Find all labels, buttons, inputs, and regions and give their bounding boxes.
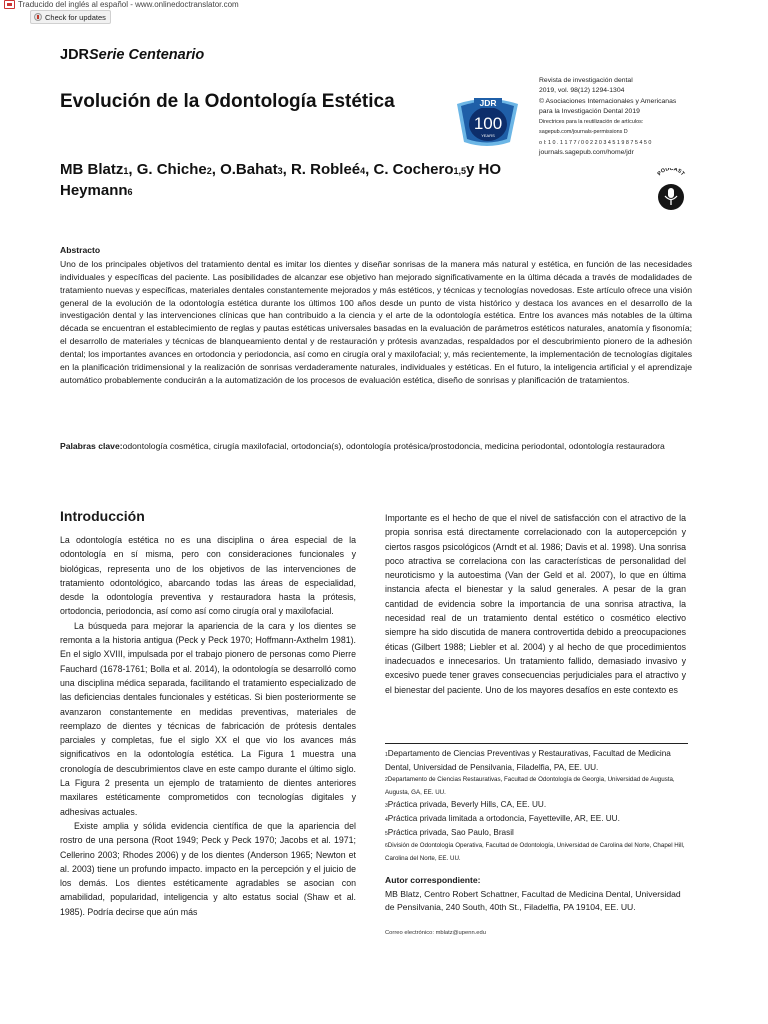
affiliation-item xyxy=(385,799,688,813)
corresponding-heading: Autor correspondiente: xyxy=(385,875,481,885)
translator-bar xyxy=(0,0,768,22)
affiliation-item xyxy=(385,748,688,774)
affiliation-item xyxy=(385,840,688,865)
author-affiliation-number: 4 xyxy=(360,166,366,176)
keywords xyxy=(60,440,692,453)
author-name: O.Bahat xyxy=(220,161,278,178)
author-affiliation-number: 3 xyxy=(277,166,283,176)
author-name: MB Blatz xyxy=(60,161,124,178)
article-title: Evolución de la Odontología Estética xyxy=(60,91,395,112)
journal-series-header xyxy=(60,47,204,63)
affiliation-item xyxy=(385,774,688,799)
affiliation-number: 5 xyxy=(385,830,388,837)
intro-paragraph-2: La búsqueda para mejorar la apariencia de la cara y los dientes se remonta a la historia antigua (Peck y Peck 1970; Hoffmann-Axthelm 1981). En el siglo XVIII, impulsada por el trabajo pionero de personas como Pierre Fauchard (1678-1761; Bolla et al. 2014), la odontología se desarrolló como una disciplina médica separada, facilitando el tratamiento especializado de las deficiencias dentales funcionales y estéticas. Si bien posteriormente se avanzaron constantemente en medidas preventivas, materiales de reemplazo de dientes y técnicas de fabricación de prótesis dentales parciales y completas, fue el siglo XX el que vio los avances más significativos en la odontología estética. La Figura 1 muestra una cronología de descubrimientos clave en este campo durante el último siglo. La Figura 2 presenta un ejemplo de tratamiento de dientes anteriores maxilares estéticamente comprometidos con tecnologías digitales y adhesivas actuales. xyxy=(60,620,356,817)
abstract-heading: Abstracto xyxy=(60,245,101,255)
meta-doi[interactable]: ο I: 1 0 . 1 1 7 7 / 0 0 2 2 0 3 4 5 1 9 8 7 5 4 5 0 xyxy=(539,139,652,146)
affiliation-number: 1 xyxy=(385,752,388,758)
meta-volume: 2019, vol. 98(12) 1294-1304 xyxy=(539,87,625,95)
intro-paragraph-3: Existe amplia y sólida evidencia científica de que la apariencia del rostro de una persona (Root 1949; Peck y Peck 1970; Jacobs et al. 1971; Cellerino 2003; Rhodes 2006) y de los dientes (Anderson 1965; Newton et al. 2003) tiene un profundo impacto. impacto en la percepción y el juicio de los demás. Los dientes estéticamente agradables se asocian con amabilidad, popularidad, inteligencia y alto estatus social (Shaw et al. 1985). Podría decirse que aún más xyxy=(60,820,356,917)
affiliation-number: 3 xyxy=(385,803,388,810)
corresponding-text: MB Blatz, Centro Robert Schattner, Facultad de Medicina Dental, Universidad de Pensilvania, 240 South, 40th St., Filadelfia, PA 19104, EE. UU. xyxy=(385,889,681,912)
affiliation-text: Práctica privada, Sao Paulo, Brasil xyxy=(387,827,514,837)
keywords-label: Palabras clave: xyxy=(60,441,123,451)
author-name: R. Robleé xyxy=(290,161,361,178)
affiliation-text: Departamento de Ciencias Preventivas y Restaurativas, Facultad de Medicina Dental, Universidad de Pensilvania, Filadelfia, PA, EE. UU. xyxy=(385,749,671,772)
right-column xyxy=(385,511,686,697)
svg-text:PODCAST: PODCAST xyxy=(656,168,686,178)
translator-notice-text[interactable]: Traducido del inglés al español - www.onlinedoctranslator.com xyxy=(18,0,239,9)
journal-metadata xyxy=(539,76,709,158)
meta-reuse-2[interactable]: sagepub.com/journals-permissions D xyxy=(539,129,628,136)
series-name: Serie Centenario xyxy=(89,47,205,63)
author-affiliation-number: 2 xyxy=(206,166,212,176)
author-name: HO Heymann xyxy=(60,161,502,199)
abstract-text: Uno de los principales objetivos del tratamiento dental es imitar los dientes y diseñar sonrisas de la manera más natural y estética, en función de las necesidades individuales y específicas del paciente. Las posibilidades de alcanzar ese objetivo han mejorado significativamente en la última década a través de modalidades de tratamiento nuevas y específicas, materiales dentales constantemente mejorados y más estéticos, y técnicas y tecnologías novedosas. Este artículo ofrece una visión general de la evolución de la odontología estética durante los últimos 100 años desde un punto de vista histórico y destaca los avances en el desarrollo de la investigación dental y las intervenciones clínicas que han contribuido a la ciencia y el arte de la odontología estética. Entre los avances más notables de la última década se encuentran el establecimiento de reglas y pautas estéticas universales basadas en la evaluación de parámetros estéticos naturales, anatomía y fisonomía; el desarrollo de materiales y técnicas de blanqueamiento dental y de restauración y prótesis avanzadas, respaldados por el descubrimiento pionero de la adhesión dental; los importantes avances en ortodoncia y periodoncia, así como en cirugía oral y maxilofacial; y, más recientemente, la implementación de tecnologías digitales en la planificación tridimensional y la realización de sonrisas verdaderamente naturales, individuales y estéticas. En el futuro, la inteligencia artificial y el aprendizaje automático probablemente conducirán a la automatización de los procesos de evaluación estética, diseño de sonrisas y planificación de tratamientos. xyxy=(60,259,692,385)
intro-heading: Introducción xyxy=(60,508,145,524)
check-for-updates-label[interactable]: Check for updates xyxy=(45,12,106,22)
svg-text:YEARS: YEARS xyxy=(481,133,495,138)
svg-text:100: 100 xyxy=(473,114,503,133)
journal-short: JDR xyxy=(60,47,90,63)
podcast-badge[interactable] xyxy=(654,168,688,212)
author-name: G. Chiche xyxy=(136,161,207,178)
affiliation-text: Departamento de Ciencias Restaurativas, Facultad de Odontología de Georgia, Universidad de Augusta, Augusta, GA, EE. UU. xyxy=(385,776,675,796)
left-column xyxy=(60,533,356,919)
author-affiliation-number: 1,5 xyxy=(453,166,467,176)
meta-journal: Revista de investigación dental xyxy=(539,77,633,84)
translator-icon xyxy=(4,0,15,9)
affiliation-item xyxy=(385,813,688,827)
footnote-divider xyxy=(385,743,688,744)
affiliation-number: 6 xyxy=(385,843,388,850)
author-affiliation-number: 6 xyxy=(127,187,133,197)
meta-copyright-2: para la Investigación Dental 2019 xyxy=(539,107,640,115)
meta-reuse-1: Directrices para la reutilización de artículos: xyxy=(539,119,644,126)
check-for-updates-button[interactable] xyxy=(30,10,111,24)
affiliation-text: División de Odontología Operativa, Facultad de Odontología, Universidad de Carolina del Norte, Chapel Hill, Carolina del Norte, EE. UU. xyxy=(385,842,685,862)
affiliations xyxy=(385,748,688,865)
keywords-text: odontología cosmética, cirugía maxilofacial, ortodoncia(s), odontología protésica/prostodoncia, medicina periodontal, odontología restauradora xyxy=(122,441,665,451)
affiliation-text: Práctica privada limitada a ortodoncia, Fayetteville, AR, EE. UU. xyxy=(387,813,620,823)
meta-url[interactable]: journals.sagepub.com/home/jdr xyxy=(539,149,634,157)
intro-paragraph-1: La odontología estética no es una disciplina o área especial de la odontología en sí misma, pero con consideraciones funcionales y biológicas, representa uno de los objetivos de las intervenciones de tratamiento odontológico, abarcando todas las áreas de especialidad, desde la odontología preventiva y restauradora hasta la prótesis, ortodoncia, periodoncia, así como así como cirugía oral y maxilofacial. xyxy=(60,535,356,617)
affiliation-number: 4 xyxy=(385,816,388,823)
translator-notice[interactable] xyxy=(4,0,239,9)
affiliation-item xyxy=(385,827,688,841)
svg-text:JDR: JDR xyxy=(479,98,497,108)
affiliation-text: Práctica privada, Beverly Hills, CA, EE. UU. xyxy=(387,800,547,810)
author-name: C. Cochero xyxy=(373,161,454,178)
meta-copyright-1: © Asociaciones Internacionales y Americanas xyxy=(539,97,677,105)
jdr-100-years-logo xyxy=(452,94,522,150)
author-list: MB Blatz1, G. Chiche2, O.Bahat3, R. Robleé4, C. Cochero1,5y HO Heymann6 xyxy=(60,161,502,199)
affiliation-number: 2 xyxy=(385,777,388,784)
crossmark-icon xyxy=(34,13,42,21)
corresponding-email[interactable]: Correo electrónico: mblatz@upenn.edu xyxy=(385,930,486,936)
intro-paragraph-4: Importante es el hecho de que el nivel de satisfacción con el atractivo de la propia sonrisa está directamente correlacionado con la autopercepción y ciertos rasgos psicológicos (Arndt et al. 1986; Davis et al. 1998). Una sonrisa poco atractiva se correlaciona con las características de personalidad del neuroticismo y la autoestima (Van der Geld et al. 2007), lo que en última instancia afecta el bienestar y la salud generales. A pesar de la gran cantidad de evidencia sobre la importancia de una sonrisa atractiva, la necesidad real de un tratamiento dental estético o cosmético electivo siempre ha sido discutida de manera controvertida debido a preocupaciones éticas (Gilbert 1988; Liebler et al. 2004) y al hecho de que procedimientos inadecuados e innecesarios. Un tratamiento fallido, demasiado invasivo y excesivo puede tener graves consecuencias perjudiciales para el atractivo y el bienestar del paciente. Uno de los mayores desafíos en este contexto es xyxy=(385,513,686,695)
author-affiliation-number: 1 xyxy=(123,166,129,176)
